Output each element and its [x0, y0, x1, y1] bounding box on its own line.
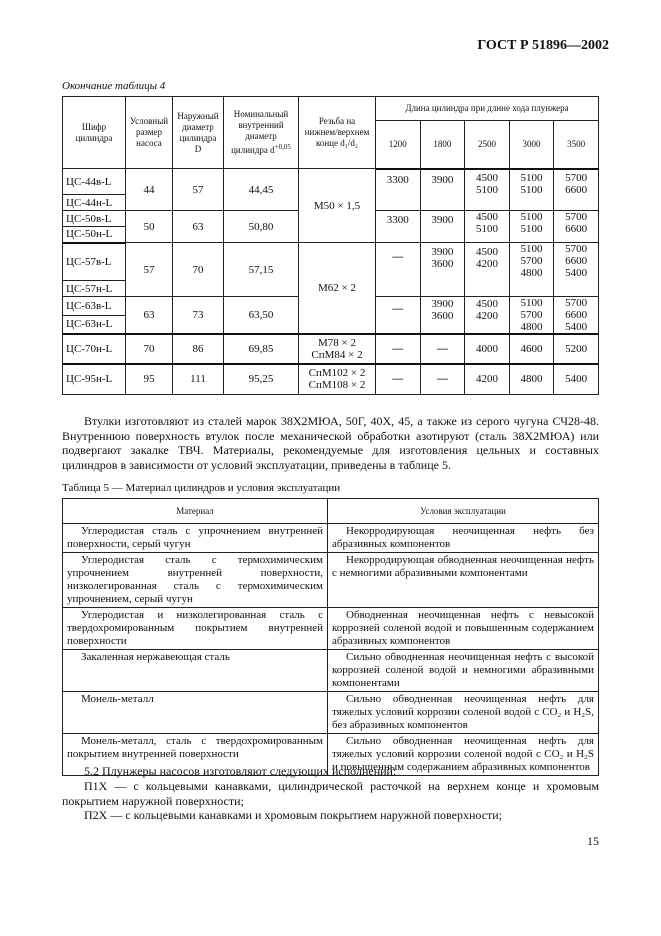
- cipher-cell: ЦС-57в-L: [63, 243, 126, 281]
- length-cell: 5700 6600 5400: [554, 243, 599, 297]
- col-conditions: Условия эксплуатации: [328, 499, 599, 524]
- table5-caption: Таблица 5 — Материал цилиндров и условия эксплуатации: [62, 482, 341, 494]
- thread-cell: М62 × 2: [299, 243, 376, 335]
- size-cell: 57: [126, 243, 173, 297]
- outer-cell: 73: [173, 297, 224, 335]
- inner-cell: 44,45: [224, 169, 299, 211]
- col-cipher: Шифр цилиндра: [63, 97, 126, 169]
- length-cell: —: [376, 243, 421, 297]
- cylinder-table: [62, 96, 599, 395]
- length-cell: —: [376, 364, 421, 394]
- col-outer: Наружный диаметр цилиндра D: [173, 97, 224, 169]
- length-cell: 5700 6600: [554, 169, 599, 211]
- conditions-cell: Обводненная неочищенная нефть с невысокой коррозией соленой водой и повышенным содержанием абразивных компонентов: [328, 608, 599, 650]
- outer-cell: 86: [173, 334, 224, 364]
- material-cell: Монель-металл, сталь с твердохромированным покрытием внутренней поверхности: [63, 734, 328, 776]
- inner-cell: 57,15: [224, 243, 299, 297]
- length-cell: 5700 6600: [554, 211, 599, 243]
- thread-cell: М78 × 2 СпМ84 × 2: [299, 334, 376, 364]
- col-length: Длина цилиндра при длине хода плунжера: [376, 97, 599, 121]
- material-cell: Углеродистая сталь с термохимическим упрочнением внутренней поверхности, низколегированная сталь с термохимическим упрочнением, серый чугун: [63, 553, 328, 608]
- length-cell: 3900: [420, 169, 465, 211]
- length-cell: 3900 3600: [420, 297, 465, 335]
- outer-cell: 111: [173, 364, 224, 394]
- length-cell: —: [376, 297, 421, 335]
- length-cell: 5200: [554, 334, 599, 364]
- cipher-cell: ЦС-63в-L: [63, 297, 126, 316]
- length-cell: 5100 5700 4800: [509, 297, 554, 335]
- length-cell: 4500 5100: [465, 211, 510, 243]
- length-cell: —: [420, 364, 465, 394]
- document-header: ГОСТ Р 51896—2002: [477, 38, 609, 53]
- length-cell: 5400: [554, 364, 599, 394]
- stroke-1200: 1200: [376, 121, 421, 169]
- cipher-cell: ЦС-57н-L: [63, 281, 126, 297]
- table4-caption: Окончание таблицы 4: [62, 80, 166, 92]
- size-cell: 50: [126, 211, 173, 243]
- length-cell: 5100 5100: [509, 169, 554, 211]
- length-cell: 4500 4200: [465, 297, 510, 335]
- inner-cell: 95,25: [224, 364, 299, 394]
- outer-cell: 57: [173, 169, 224, 211]
- length-cell: 5100 5100: [509, 211, 554, 243]
- stroke-3500: 3500: [554, 121, 599, 169]
- cipher-cell: ЦС-44в-L: [63, 169, 126, 195]
- inner-cell: 69,85: [224, 334, 299, 364]
- length-cell: 3300: [376, 211, 421, 243]
- length-cell: 4200: [465, 364, 510, 394]
- material-cell: Углеродистая сталь с упрочнением внутренней поверхности, серый чугун: [63, 524, 328, 553]
- material-cell: Углеродистая и низколегированная сталь с твердохромированным покрытием внутренней поверхности: [63, 608, 328, 650]
- thread-cell: СпМ102 × 2 СпМ108 × 2: [299, 364, 376, 394]
- cipher-cell: ЦС-44н-L: [63, 195, 126, 211]
- length-cell: —: [376, 334, 421, 364]
- length-cell: —: [420, 334, 465, 364]
- length-cell: 4500 5100: [465, 169, 510, 211]
- conditions-cell: Некорродирующая обводненная неочищенная нефть с немногими абразивными компонентами: [328, 553, 599, 608]
- col-inner: Номинальный внутренний диаметр цилиндра $d^{+0,05}$: [224, 97, 299, 169]
- conditions-cell: Сильно обводненная неочищенная нефть для тяжелых условий коррозии соленой водой с CO₂ и H₂S, без абразивных компонентов: [328, 692, 599, 734]
- conditions-cell: Сильно обводненная неочищенная нефть для тяжелых условий коррозии соленой водой с CO₂ и H₂S и повышенным содержанием абразивных компонентов: [328, 734, 599, 776]
- cipher-cell: ЦС-50н-L: [63, 227, 126, 243]
- length-cell: 4500 4200: [465, 243, 510, 297]
- size-cell: 95: [126, 364, 173, 394]
- inner-cell: 63,50: [224, 297, 299, 335]
- size-cell: 44: [126, 169, 173, 211]
- outer-cell: 63: [173, 211, 224, 243]
- thread-cell: М50 × 1,5: [299, 169, 376, 243]
- material-cell: Монель-металл: [63, 692, 328, 734]
- col-material: Материал: [63, 499, 328, 524]
- col-thread: Резьба на нижнем/верхнем конце d₁/d₂: [299, 97, 376, 169]
- length-cell: 5700 6600 5400: [554, 297, 599, 335]
- cipher-cell: ЦС-95н-L: [63, 364, 126, 394]
- length-cell: 4600: [509, 334, 554, 364]
- inner-cell: 50,80: [224, 211, 299, 243]
- section-5-2-p2: П2Х — с кольцевыми канавками и хромовым покрытием наружной поверхности;: [84, 808, 503, 822]
- stroke-1800: 1800: [420, 121, 465, 169]
- length-cell: 5100 5700 4800: [509, 243, 554, 297]
- cipher-cell: ЦС-63н-L: [63, 315, 126, 334]
- length-cell: 4800: [509, 364, 554, 394]
- length-cell: 3900: [420, 211, 465, 243]
- conditions-cell: Некорродирующая неочищенная нефть без абразивных компонентов: [328, 524, 599, 553]
- material-cell: Закаленная нержавеющая сталь: [63, 650, 328, 692]
- stroke-2500: 2500: [465, 121, 510, 169]
- size-cell: 63: [126, 297, 173, 335]
- paragraph-bushings: Втулки изготовляют из сталей марок 38Х2МЮА, 50Г, 40Х, 45, а также из серого чугуна СЧ28-48. Внутреннюю поверхность втулок после механической обработки азотируют (сталь 38Х2МЮА) или подвергают закалке ТВЧ. Материалы, рекомендуемые для изготовления цельных и составных цилиндров в зависимости от условий эксплуатации, приведены в таблице 5.: [62, 414, 599, 472]
- cipher-cell: ЦС-70н-L: [63, 334, 126, 364]
- page-number: 15: [587, 834, 599, 848]
- section-5-2-intro: 5.2 Плунжеры насосов изготовляют следующих исполнений:: [84, 764, 397, 778]
- conditions-cell: Сильно обводненная неочищенная нефть с высокой коррозией соленой водой и немногими абразивными компонентами: [328, 650, 599, 692]
- length-cell: 3300: [376, 169, 421, 211]
- material-table: [62, 498, 599, 776]
- size-cell: 70: [126, 334, 173, 364]
- cipher-cell: ЦС-50в-L: [63, 211, 126, 227]
- length-cell: 3900 3600: [420, 243, 465, 297]
- section-5-2-p1: П1Х — с кольцевыми канавками, цилиндрической расточкой на верхнем конце и хромовым покрытием наружной поверхности;: [62, 779, 599, 808]
- stroke-3000: 3000: [509, 121, 554, 169]
- col-size: Условный размер насоса: [126, 97, 173, 169]
- outer-cell: 70: [173, 243, 224, 297]
- length-cell: 4000: [465, 334, 510, 364]
